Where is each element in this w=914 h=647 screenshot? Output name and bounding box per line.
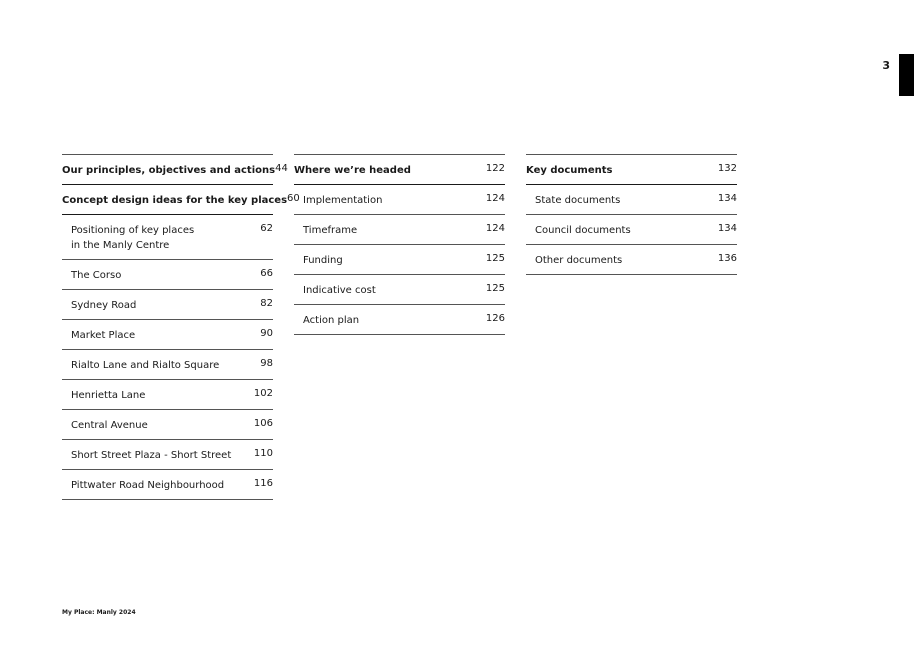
toc-page-number: 122	[485, 163, 505, 174]
toc-label-line-1: Positioning of key places	[71, 225, 195, 236]
footer-publication-title: My Place: Manly 2024	[62, 609, 136, 616]
toc-row-market-place[interactable]	[62, 320, 273, 350]
toc-page-number: 125	[485, 253, 505, 264]
toc-row-henrietta-lane[interactable]	[62, 380, 273, 410]
toc-row-action-plan[interactable]	[294, 305, 505, 335]
page-number: 3	[882, 59, 890, 72]
toc-row-where-headed[interactable]	[294, 155, 505, 185]
toc-page-number: 98	[260, 358, 273, 369]
toc-row-key-documents[interactable]	[526, 155, 737, 185]
toc-page-number: 125	[485, 283, 505, 294]
toc-row-the-corso[interactable]	[62, 260, 273, 290]
toc-page-number: 102	[253, 388, 273, 399]
toc-page-number: 60	[287, 193, 300, 204]
toc-row-council-documents[interactable]	[526, 215, 737, 245]
toc-label: Central Avenue	[71, 420, 148, 431]
toc-page-number: 66	[260, 268, 273, 279]
toc-page-number: 90	[260, 328, 273, 339]
toc-row-timeframe[interactable]	[294, 215, 505, 245]
toc-row-short-street[interactable]	[62, 440, 273, 470]
toc-page-number: 126	[485, 313, 505, 324]
toc-row-principles[interactable]	[62, 155, 288, 185]
toc-label: Henrietta Lane	[71, 390, 146, 401]
toc-column-1	[62, 154, 300, 500]
toc-page-number: 134	[717, 223, 737, 234]
toc-row-other-documents[interactable]	[526, 245, 737, 275]
toc-label: Where we’re headed	[294, 165, 411, 176]
toc-row-funding[interactable]	[294, 245, 505, 275]
toc-label: Funding	[303, 255, 343, 266]
toc-page-number: 106	[253, 418, 273, 429]
toc-page-number: 116	[253, 478, 273, 489]
toc-label: Implementation	[303, 195, 383, 206]
toc-label: Market Place	[71, 330, 136, 341]
toc-page-number: 62	[260, 223, 273, 234]
toc-label: Pittwater Road Neighbourhood	[71, 480, 225, 491]
toc-row-concept-design[interactable]	[62, 185, 300, 215]
toc-row-sydney-road[interactable]	[62, 290, 273, 320]
toc-label: Concept design ideas for the key places	[62, 195, 288, 206]
toc-page-number: 82	[260, 298, 273, 309]
toc-label: State documents	[535, 195, 621, 206]
toc-page-number: 110	[253, 448, 273, 459]
toc-label-line-2: in the Manly Centre	[71, 240, 170, 251]
toc-label: Key documents	[526, 165, 613, 176]
toc-label: Rialto Lane and Rialto Square	[71, 360, 220, 371]
toc-label: Other documents	[535, 255, 623, 266]
toc-row-positioning[interactable]	[62, 215, 273, 260]
toc-page-number: 44	[275, 163, 288, 174]
toc-row-indicative-cost[interactable]	[294, 275, 505, 305]
toc-page-number: 134	[717, 193, 737, 204]
toc-label: Action plan	[303, 315, 360, 326]
toc-label: Council documents	[535, 225, 631, 236]
toc-page-number: 124	[485, 223, 505, 234]
toc-row-pittwater-road[interactable]	[62, 470, 273, 500]
toc-label: Sydney Road	[71, 300, 137, 311]
toc-row-state-documents[interactable]	[526, 185, 737, 215]
toc-label: Our principles, objectives and actions	[62, 165, 276, 176]
toc-label: Indicative cost	[303, 285, 376, 296]
page-tab-marker	[899, 54, 914, 96]
toc-page-number: 124	[485, 193, 505, 204]
toc-row-implementation[interactable]	[294, 185, 505, 215]
toc-row-central-avenue[interactable]	[62, 410, 273, 440]
toc-label: The Corso	[71, 270, 122, 281]
toc-label: Timeframe	[303, 225, 358, 236]
toc-page-number: 136	[717, 253, 737, 264]
toc-row-rialto[interactable]	[62, 350, 273, 380]
toc-column-2	[294, 154, 505, 335]
toc-label-multiline	[62, 223, 194, 253]
toc-label: Short Street Plaza - Short Street	[71, 450, 232, 461]
toc-page-number: 132	[717, 163, 737, 174]
toc-column-3	[526, 154, 737, 275]
